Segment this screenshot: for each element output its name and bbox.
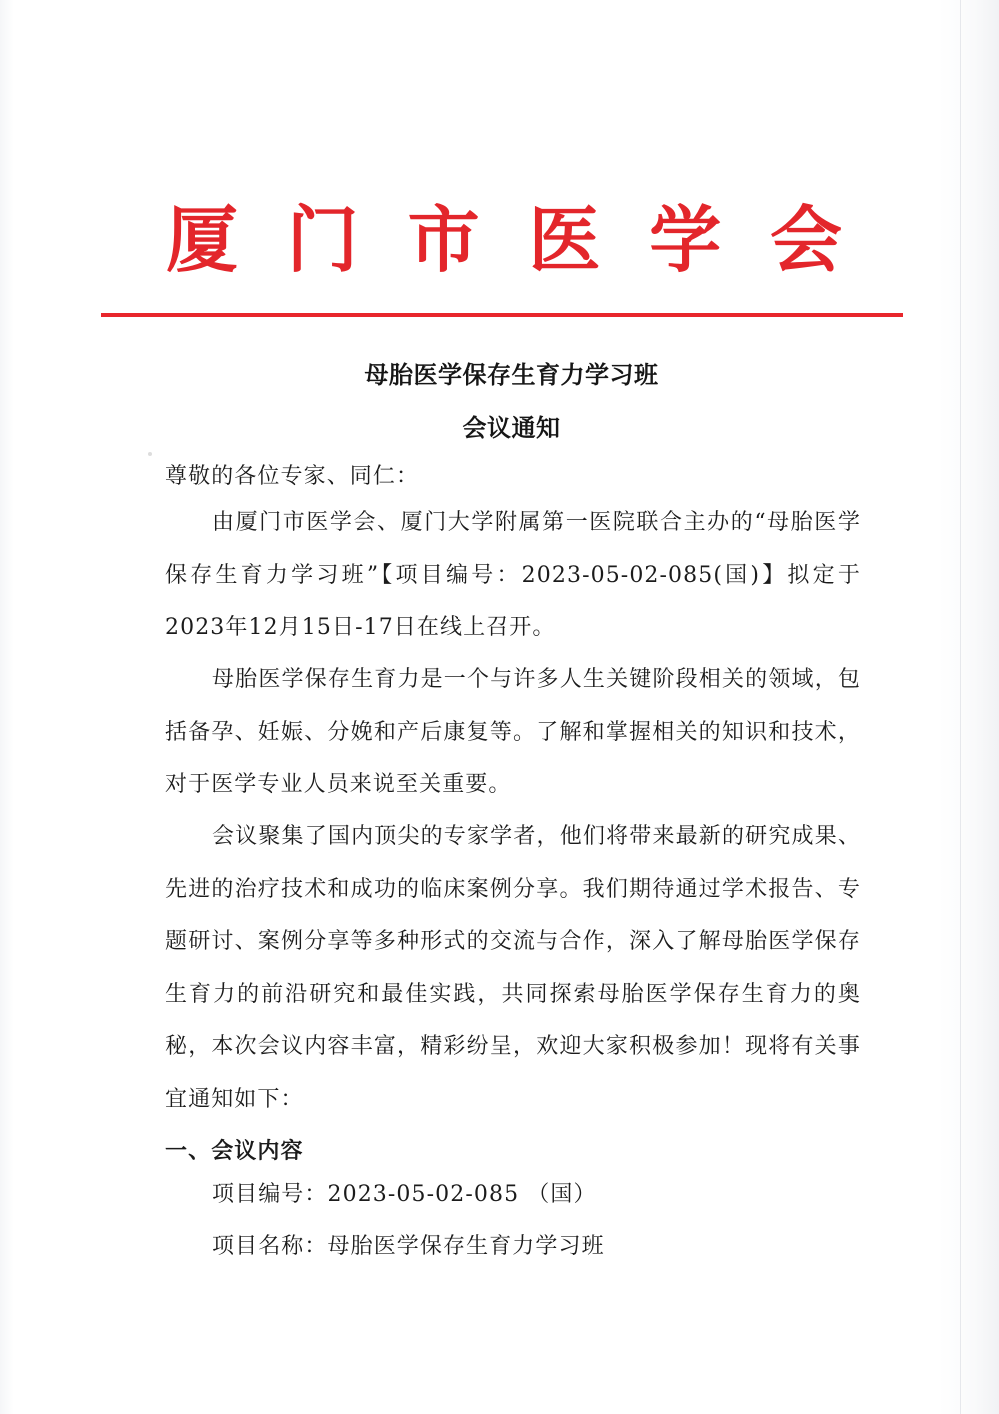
paragraph-meeting-highlights: 会议聚集了国内顶尖的专家学者，他们将带来最新的研究成果、先进的治疗技术和成功的临床案例分享。我们期待通过学术报告、专题研讨、案例分享等多种形式的交流与合作，深入了解母胎医学保存生育力的前沿研究和最佳实践，共同探索母胎医学保存生育力的奥秘，本次会议内容丰富，精彩纷呈，欢迎大家积极参加！现将有关事宜通知如下： — [165, 824, 861, 1112]
letterhead-char: 市 — [407, 197, 480, 282]
document-title: 母胎医学保存生育力学习班 — [364, 361, 659, 389]
scan-shadow-right — [939, 0, 999, 1414]
letterhead-char: 会 — [769, 197, 842, 282]
scan-speck — [148, 452, 152, 456]
salutation: 尊敬的各位专家、同仁： — [165, 464, 420, 489]
letterhead-org-name — [100, 197, 904, 282]
paragraph-intro: 由厦门市医学会、厦门大学附属第一医院联合主办的“母胎医学保存生育力学习班”【项目编号：2023-05-02-085(国)】拟定于2023年12月15日-17日在线上召开。 — [165, 510, 861, 640]
paragraph-background: 母胎医学保存生育力是一个与许多人生关键阶段相关的领域，包括备孕、妊娠、分娩和产后康复等。了解和掌握相关的知识和技术，对于医学专业人员来说至关重要。 — [165, 667, 861, 797]
letterhead-divider — [101, 313, 903, 317]
project-number: 项目编号：2023-05-02-085 （国） — [212, 1182, 597, 1207]
scan-edge-line — [960, 0, 961, 1414]
project-name: 项目名称：母胎医学保存生育力学习班 — [212, 1234, 605, 1259]
letterhead-char: 厦 — [166, 197, 239, 282]
scan-shadow-left — [0, 0, 14, 1414]
letterhead-char: 门 — [286, 197, 359, 282]
document-subtitle: 会议通知 — [462, 414, 561, 442]
letterhead-char: 医 — [528, 197, 601, 282]
section-heading-meeting-content: 一、会议内容 — [165, 1139, 304, 1164]
letterhead-char: 学 — [649, 197, 722, 282]
